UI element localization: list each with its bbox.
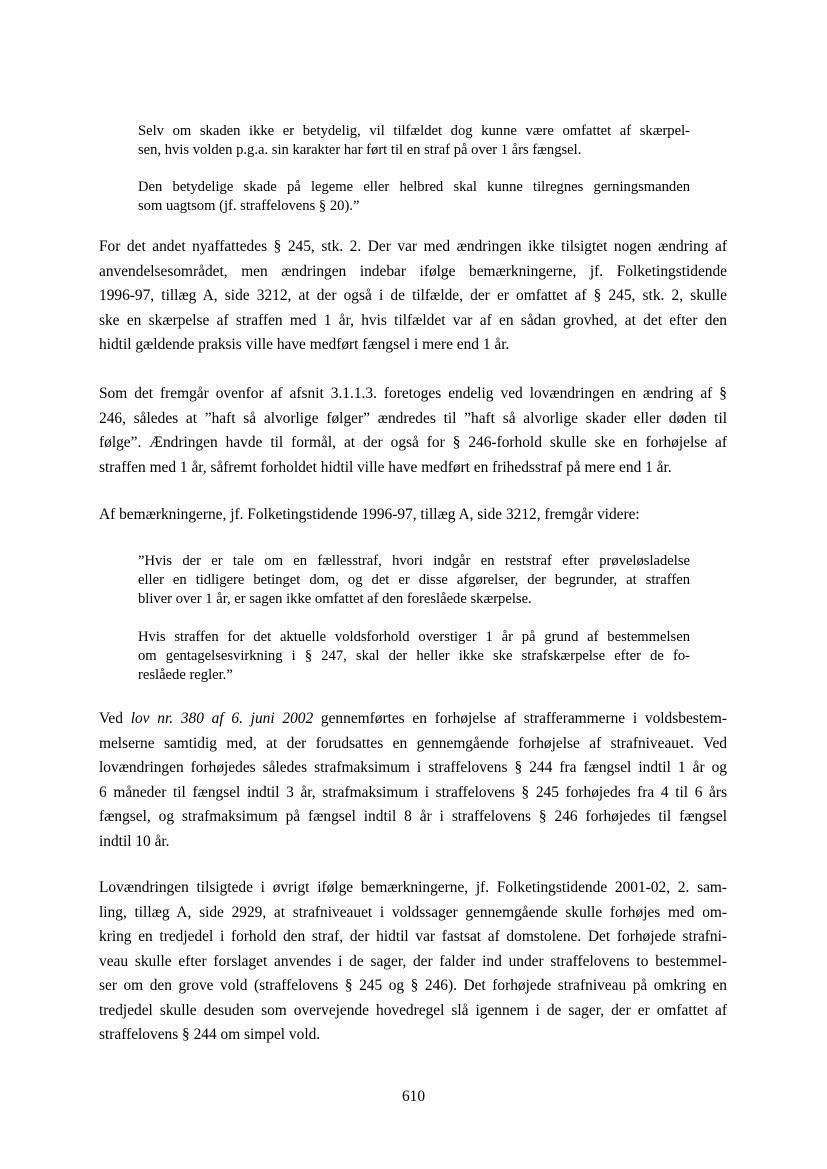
text-line: ser om den grove vold (straffelovens § 245 og § 246). Det forhøjede strafniveau på omkring en xyxy=(99,977,727,994)
text-line: som uagtsom (jf. straffelovens § 20).” xyxy=(138,198,360,214)
text-line: 6 måneder til fængsel indtil 3 år, strafmaksimum i straffelovens § 245 forhøjedes fra 4 til 6 års xyxy=(99,783,727,801)
text-line: Af bemærkningerne, jf. Folketingstidende 1996-97, tillæg A, side 3212, fremgår videre: xyxy=(99,506,640,523)
text-line: kring en tredjedel i forhold den straf, der hidtil var fastsat af domstolene. Det forhøjede strafni- xyxy=(99,928,727,945)
text-line: lovændringen forhøjedes således strafmaksimum i straffelovens § 244 fra fængsel indtil 1 år og xyxy=(99,759,727,776)
text-line: veau skulle efter forslaget anvendes i de sager, der falder ind under straffelovens to bestemmel- xyxy=(99,952,727,970)
text-line: følge”. Ændringen havde til formål, at der også for § 246-forhold skulle ske en forhøjelse af xyxy=(99,434,727,451)
text-line: Den betydelige skade på legeme eller helbred skal kunne tilregnes gerningsmanden xyxy=(138,179,690,195)
quote-2-paragraph-2 xyxy=(138,628,690,685)
text-span: gennemførtes en forhøjelse af strafferammerne i voldsbestem- xyxy=(313,710,727,727)
text-line: ling, tillæg A, side 2929, at strafniveauet i voldssager gennemgående skulle forhøjes med om- xyxy=(99,903,727,921)
text-line: anvendelsesområdet, men ændringen indebar ifølge bemærkningerne, jf. Folketingstidende xyxy=(99,262,727,280)
text-line: straffen med 1 år, såfremt forholdet hidtil ville have medført en frihedsstraf på mere end 1 år. xyxy=(99,458,672,476)
text-line: melserne samtidig med, at der forudsattes en gennemgående forhøjelse af strafniveauet. Ved xyxy=(99,734,727,752)
text-line: om gentagelsesvirkning i § 247, skal der heller ikke ske strafskærpelse efter de fo- xyxy=(138,648,690,664)
law-reference: lov nr. 380 af 6. juni 2002 xyxy=(130,710,314,727)
text-line: hidtil gældende praksis ville have medført fængsel i mere end 1 år. xyxy=(99,336,510,353)
body-paragraph-4 xyxy=(99,707,727,854)
text-line: Selv om skaden ikke er betydelig, vil tilfældet dog kunne være omfattet af skærpel- xyxy=(138,123,690,139)
text-line: straffelovens § 244 om simpel vold. xyxy=(99,1026,321,1043)
quote-2-paragraph-1 xyxy=(138,552,690,609)
text-line: eller en tidligere betinget dom, og det er disse afgørelser, der begrunder, at straffen xyxy=(138,572,690,588)
text-line: Hvis straffen for det aktuelle voldsforhold overstiger 1 år på grund af bestemmelsen xyxy=(138,629,690,645)
text-line: tredjedel skulle desuden som overvejende hovedregel slå igennem i de sager, der er omfattet af xyxy=(99,1001,727,1019)
text-line: For det andet nyaffattedes § 245, stk. 2. Der var med ændringen ikke tilsigtet nogen ændring af xyxy=(99,238,727,255)
body-paragraph-3 xyxy=(99,503,727,528)
text-span: Ved xyxy=(99,710,131,727)
text-line: indtil 10 år. xyxy=(99,832,170,850)
text-line: sen, hvis volden p.g.a. sin karakter har ført til en straf på over 1 års fængsel. xyxy=(138,142,582,158)
text-line: 1996-97, tillæg A, side 3212, at der også i de tilfælde, der er omfattet af § 245, stk. 2, skulle xyxy=(99,287,727,304)
text-line: fængsel, og strafmaksimum på fængsel indtil 8 år i straffelovens § 246 forhøjedes til fængsel xyxy=(99,808,727,825)
page-number: 610 xyxy=(401,1088,426,1105)
text-line: reslåede regler.” xyxy=(138,667,233,683)
text-line: Lovændringen tilsigtede i øvrigt ifølge bemærkningerne, jf. Folketingstidende 2001-02, 2. sam- xyxy=(99,879,727,896)
text-line: Som det fremgår ovenfor af afsnit 3.1.1.3. foretoges endelig ved lovændringen en ændring af § xyxy=(99,385,727,402)
body-paragraph-1 xyxy=(99,235,727,358)
quote-1-paragraph-1 xyxy=(138,122,690,160)
quote-1-paragraph-2 xyxy=(138,178,690,216)
body-paragraph-5 xyxy=(99,876,727,1048)
text-line: ”Hvis der er tale om en fællesstraf, hvori indgår en reststraf efter prøveløsladelse xyxy=(138,553,690,569)
text-line: bliver over 1 år, er sagen ikke omfattet af den foreslåede skærpelse. xyxy=(138,591,532,607)
text-line: 246, således at ”haft så alvorlige følger” ændredes til ”haft så alvorlige skader eller døden til xyxy=(99,409,727,427)
body-paragraph-2 xyxy=(99,382,727,480)
text-line: ske en skærpelse af straffen med 1 år, hvis tilfældet var af en sådan grovhed, at det efter den xyxy=(99,311,727,329)
text-line xyxy=(99,707,727,732)
